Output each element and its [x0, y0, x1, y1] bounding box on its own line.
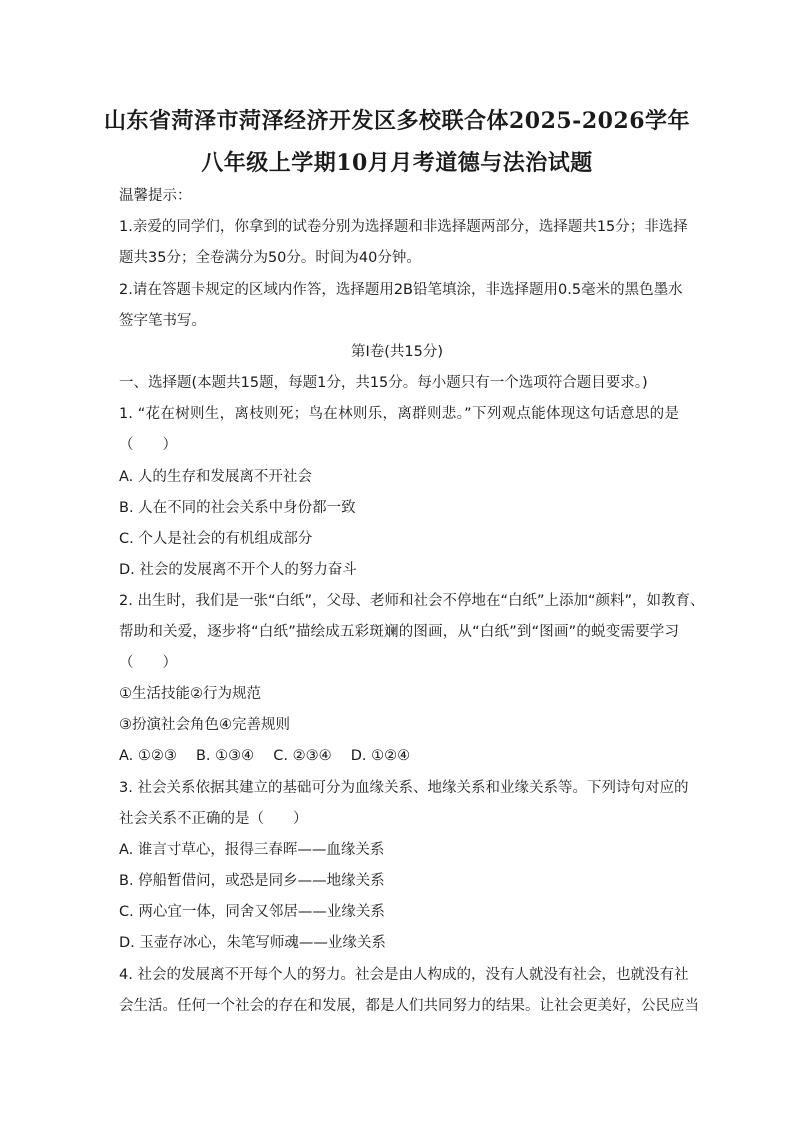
notice-item-1-line-2: 题共35分；全卷满分为50分。时间为40分钟。: [119, 250, 421, 266]
notice-item-1-line-1: 1.亲爱的同学们，你拿到的试卷分别为选择题和非选择题两部分，选择题共15分；非选择: [119, 219, 688, 235]
q3-stem-line-2: 社会关系不正确的是（ ）: [119, 811, 308, 827]
q1-option-a: A. 人的生存和发展离不开社会: [119, 469, 312, 485]
notice-item-2-line-2: 签字笔书写。: [119, 313, 206, 329]
q2-option-line-1: ①生活技能②行为规范: [119, 686, 261, 702]
q2-option-line-2: ③扮演社会角色④完善规则: [119, 717, 290, 733]
q2-choices: A. ①②③ B. ①③④ C. ②③④ D. ①②④: [119, 748, 411, 764]
q2-stem-line-3: （ ）: [119, 655, 177, 671]
q4-stem-line-1: 4. 社会的发展离不开每个人的努力。社会是由人构成的，没有人就没有社会，也就没有社: [119, 967, 689, 983]
q1-option-d: D. 社会的发展离不开个人的努力奋斗: [119, 562, 357, 578]
q1-stem-line-2: （ ）: [119, 437, 177, 453]
exam-title-line-2: 八年级上学期10月月考道德与法治试题: [201, 150, 593, 176]
q1-option-b: B. 人在不同的社会关系中身份都一致: [119, 500, 356, 516]
q4-stem-line-2: 会生活。任何一个社会的存在和发展，都是人们共同努力的结果。让社会更美好，公民应当: [119, 998, 699, 1014]
exam-title-line-1: 山东省菏泽市菏泽经济开发区多校联合体2025-2026学年: [103, 108, 691, 134]
q3-option-d: D. 玉壶存冰心，朱笔写师魂——业缘关系: [119, 935, 386, 951]
q3-option-c: C. 两心宜一体，同舍又邻居——业缘关系: [119, 904, 385, 920]
notice-item-2-line-1: 2.请在答题卡规定的区域内作答，选择题用2B铅笔填涂，非选择题用0.5毫米的黑色墨水: [119, 282, 683, 298]
part-title: 一、选择题(本题共15题，每题1分，共15分。每小题只有一个选项符合题目要求。): [119, 375, 648, 391]
q3-option-a: A. 谁言寸草心，报得三春晖——血缘关系: [119, 842, 385, 858]
q1-stem-line-1: 1. “花在树则生，离枝则死；鸟在林则乐，离群则悲。”下列观点能体现这句话意思的是: [119, 406, 679, 422]
q2-stem-line-1: 2. 出生时，我们是一张“白纸”，父母、老师和社会不停地在“白纸”上添加“颜料”，如教育、: [119, 593, 705, 609]
q2-stem-line-2: 帮助和关爱，逐步将“白纸”描绘成五彩斑斓的图画，从“白纸”到“图画”的蜕变需要学习: [119, 624, 679, 640]
q3-stem-line-1: 3. 社会关系依据其建立的基础可分为血缘关系、地缘关系和业缘关系等。下列诗句对应的: [119, 780, 689, 796]
q1-option-c: C. 个人是社会的有机组成部分: [119, 531, 313, 547]
volume-title: 第Ⅰ卷(共15分): [350, 344, 444, 360]
notice-heading: 温馨提示：: [119, 188, 192, 204]
q3-option-b: B. 停船暂借问，或恐是同乡——地缘关系: [119, 873, 385, 889]
